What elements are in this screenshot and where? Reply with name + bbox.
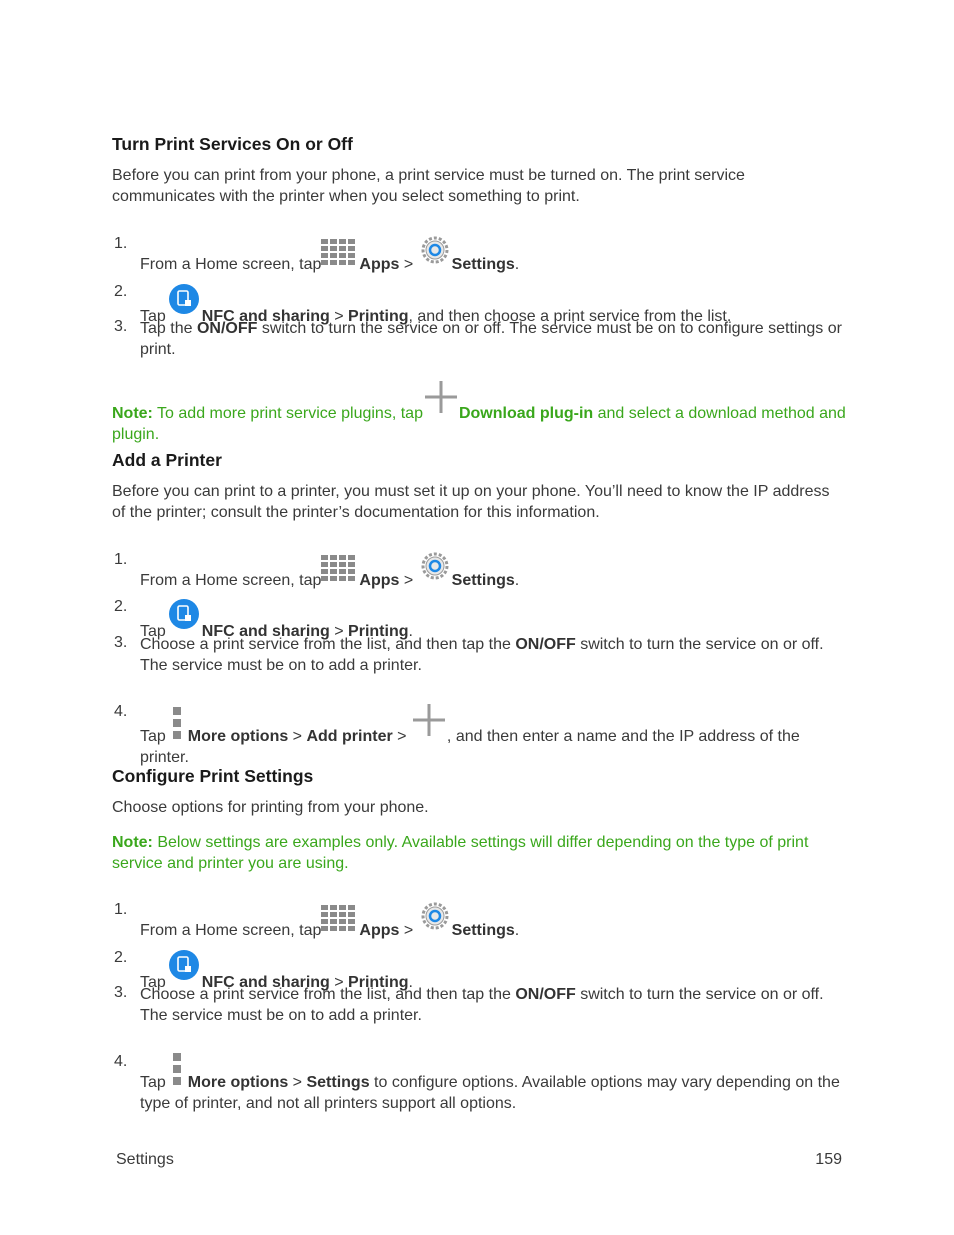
- apps-label: Apps: [359, 572, 400, 589]
- onoff-label: ON/OFF: [515, 986, 576, 1003]
- separator: >: [329, 623, 349, 640]
- step-text: From a Home screen, tap: [140, 922, 322, 939]
- onoff-label: ON/OFF: [196, 320, 258, 337]
- step-text: Tap: [140, 728, 166, 745]
- settings-gear-icon: [420, 235, 450, 265]
- step-number: 2.: [114, 949, 128, 966]
- settings-gear-icon: [420, 551, 450, 581]
- step-text: Tap: [140, 308, 166, 325]
- settings-label: Settings: [451, 922, 515, 939]
- settings-label: Settings: [451, 572, 515, 589]
- step-text-end: to configure options. Available options may vary depending on the type of printer, and not all printers support all options.: [140, 1074, 840, 1112]
- separator: >: [392, 728, 411, 745]
- note-text: Below settings are examples only. Available settings will differ depending on the type of print service and printer you are using.: [112, 834, 809, 872]
- nfc-label: NFC and sharing: [201, 974, 330, 991]
- step-text: From a Home screen, tap: [140, 572, 322, 589]
- section-intro: Before you can print to a printer, you must set it up on your phone. You’ll need to know the IP address of the printer; consult the printer’s documentation for this information.: [112, 483, 830, 521]
- more-options-label: More options: [187, 1074, 289, 1091]
- section-intro: Choose options for printing from your phone.: [112, 799, 429, 816]
- settings-gear-icon: [420, 901, 450, 931]
- step-number: 3.: [114, 634, 128, 651]
- step-text-end: .: [408, 623, 413, 640]
- separator: >: [288, 1074, 307, 1091]
- settings-label: Settings: [306, 1074, 370, 1091]
- note-text: To add more print service plugins, tap: [152, 405, 423, 422]
- printing-label: Printing: [348, 308, 409, 325]
- step-text: Tap the: [140, 320, 197, 337]
- settings-label: Settings: [451, 256, 515, 273]
- step-number: 1.: [114, 901, 128, 918]
- step-text-end: .: [514, 256, 520, 273]
- step-number: 2.: [114, 598, 128, 615]
- step-text-end: .: [408, 974, 413, 991]
- step-text: Tap: [140, 974, 166, 991]
- step-number: 4.: [114, 1053, 128, 1070]
- step-number: 3.: [114, 318, 128, 335]
- step-number: 2.: [114, 283, 128, 300]
- separator: >: [288, 728, 307, 745]
- step-number: 1.: [114, 551, 128, 568]
- step-text: Tap: [140, 623, 166, 640]
- step-text-end: .: [514, 922, 520, 939]
- step-text: Choose a print service from the list, and then tap the: [140, 986, 516, 1003]
- section-heading: Configure Print Settings: [112, 766, 314, 786]
- step-text-end: .: [514, 572, 520, 589]
- step-number: 4.: [114, 703, 128, 720]
- section-intro: Before you can print from your phone, a print service must be turned on. The print service communicates with the printer when you select something to print.: [112, 167, 745, 205]
- step-number: 3.: [114, 984, 128, 1001]
- step-number: 1.: [114, 235, 128, 252]
- section-heading: Add a Printer: [112, 450, 222, 470]
- download-plugin-label: Download plug-in: [458, 405, 594, 422]
- separator: >: [329, 974, 349, 991]
- footer-section-name: Settings: [116, 1151, 174, 1168]
- apps-grid-icon: [321, 239, 357, 267]
- add-printer-label: Add printer: [306, 728, 393, 745]
- separator: >: [399, 922, 418, 939]
- apps-label: Apps: [359, 256, 400, 273]
- separator: >: [399, 572, 418, 589]
- step-text-end: switch to turn the service on or off. The service must be on to configure settings or print.: [140, 320, 842, 358]
- note-label: Note:: [112, 834, 153, 851]
- nfc-sharing-icon: [168, 283, 200, 315]
- more-options-icon: [170, 1053, 184, 1087]
- nfc-sharing-icon: [168, 598, 200, 630]
- step-text: Choose a print service from the list, and then tap the: [140, 636, 516, 653]
- separator: >: [399, 256, 418, 273]
- plus-icon: [413, 703, 445, 737]
- step-text: From a Home screen, tap: [140, 256, 322, 273]
- plus-icon: [425, 380, 457, 414]
- apps-label: Apps: [359, 922, 400, 939]
- step-text-end: switch to turn the service on or off. The service must be on to add a printer.: [140, 636, 824, 674]
- step-text-end: switch to turn the service on or off. The service must be on to add a printer.: [140, 986, 824, 1024]
- more-options-label: More options: [187, 728, 289, 745]
- page-number: 159: [815, 1151, 842, 1168]
- step-text-end: , and then enter a name and the IP address of the printer.: [140, 728, 800, 766]
- nfc-label: NFC and sharing: [201, 623, 330, 640]
- step-text: Tap: [140, 1074, 166, 1091]
- step-text-end: , and then choose a print service from the list.: [408, 308, 732, 325]
- separator: >: [329, 308, 349, 325]
- printing-label: Printing: [348, 974, 409, 991]
- section-heading: Turn Print Services On or Off: [112, 134, 353, 154]
- apps-grid-icon: [321, 555, 357, 583]
- note-text-end: and select a download method and plugin.: [112, 405, 846, 443]
- printing-label: Printing: [348, 623, 409, 640]
- apps-grid-icon: [321, 905, 357, 933]
- nfc-label: NFC and sharing: [201, 308, 330, 325]
- more-options-icon: [170, 707, 184, 741]
- note: [112, 380, 847, 445]
- onoff-label: ON/OFF: [515, 636, 576, 653]
- nfc-sharing-icon: [168, 949, 200, 981]
- note: [112, 832, 847, 874]
- note-label: Note:: [112, 405, 153, 422]
